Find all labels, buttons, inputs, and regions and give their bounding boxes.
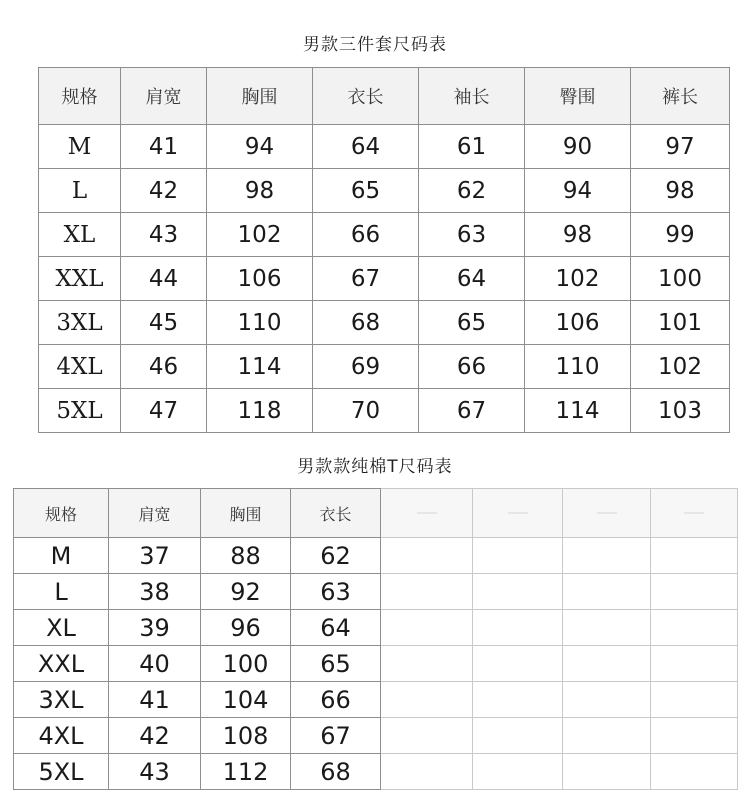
empty-cell bbox=[381, 754, 473, 790]
empty-cell bbox=[381, 574, 473, 610]
column-header: 肩宽 bbox=[109, 489, 201, 538]
faint-mark bbox=[508, 512, 528, 514]
faint-mark bbox=[597, 512, 617, 514]
size-label: 5XL bbox=[14, 754, 109, 790]
measurement-cell: 65 bbox=[313, 169, 419, 213]
empty-cell bbox=[473, 754, 563, 790]
empty-cell bbox=[381, 646, 473, 682]
column-header: 胸围 bbox=[201, 489, 291, 538]
empty-cell bbox=[651, 574, 738, 610]
empty-cell bbox=[563, 574, 651, 610]
measurement-cell: 106 bbox=[525, 301, 631, 345]
measurement-cell: 65 bbox=[291, 646, 381, 682]
measurement-cell: 112 bbox=[201, 754, 291, 790]
measurement-cell: 66 bbox=[313, 213, 419, 257]
measurement-cell: 64 bbox=[313, 125, 419, 169]
table-row bbox=[39, 125, 730, 169]
size-label: XXL bbox=[39, 257, 121, 301]
measurement-cell: 101 bbox=[631, 301, 730, 345]
empty-cell bbox=[381, 682, 473, 718]
measurement-cell: 104 bbox=[201, 682, 291, 718]
size-label: XL bbox=[14, 610, 109, 646]
column-header: 肩宽 bbox=[121, 68, 207, 125]
measurement-cell: 110 bbox=[207, 301, 313, 345]
measurement-cell: 39 bbox=[109, 610, 201, 646]
measurement-cell: 63 bbox=[291, 574, 381, 610]
measurement-cell: 42 bbox=[109, 718, 201, 754]
measurement-cell: 118 bbox=[207, 389, 313, 433]
measurement-cell: 103 bbox=[631, 389, 730, 433]
measurement-cell: 98 bbox=[207, 169, 313, 213]
measurement-cell: 42 bbox=[121, 169, 207, 213]
empty-cell bbox=[473, 646, 563, 682]
empty-cell bbox=[651, 538, 738, 574]
size-label: 4XL bbox=[39, 345, 121, 389]
column-header: 袖长 bbox=[419, 68, 525, 125]
tshirt-size-table bbox=[13, 488, 738, 790]
size-label: 3XL bbox=[14, 682, 109, 718]
empty-cell bbox=[473, 682, 563, 718]
empty-cell bbox=[381, 538, 473, 574]
measurement-cell: 94 bbox=[207, 125, 313, 169]
empty-cell bbox=[563, 610, 651, 646]
table-row bbox=[39, 213, 730, 257]
measurement-cell: 62 bbox=[291, 538, 381, 574]
empty-cell bbox=[473, 574, 563, 610]
measurement-cell: 108 bbox=[201, 718, 291, 754]
measurement-cell: 98 bbox=[631, 169, 730, 213]
empty-cell bbox=[473, 718, 563, 754]
size-label: 5XL bbox=[39, 389, 121, 433]
measurement-cell: 43 bbox=[121, 213, 207, 257]
table-row bbox=[39, 345, 730, 389]
measurement-cell: 68 bbox=[291, 754, 381, 790]
measurement-cell: 100 bbox=[201, 646, 291, 682]
measurement-cell: 38 bbox=[109, 574, 201, 610]
column-header: 胸围 bbox=[207, 68, 313, 125]
header-row bbox=[39, 68, 730, 125]
measurement-cell: 66 bbox=[419, 345, 525, 389]
measurement-cell: 99 bbox=[631, 213, 730, 257]
column-header: 裤长 bbox=[631, 68, 730, 125]
table-row bbox=[39, 389, 730, 433]
measurement-cell: 64 bbox=[419, 257, 525, 301]
size-label: 4XL bbox=[14, 718, 109, 754]
measurement-cell: 102 bbox=[525, 257, 631, 301]
measurement-cell: 65 bbox=[419, 301, 525, 345]
empty-cell bbox=[651, 646, 738, 682]
measurement-cell: 67 bbox=[419, 389, 525, 433]
empty-cell bbox=[651, 610, 738, 646]
measurement-cell: 102 bbox=[207, 213, 313, 257]
suit-size-table bbox=[38, 67, 730, 433]
empty-cell bbox=[563, 718, 651, 754]
measurement-cell: 63 bbox=[419, 213, 525, 257]
empty-header-cell bbox=[473, 489, 563, 538]
table-row bbox=[14, 682, 738, 718]
table-row bbox=[14, 718, 738, 754]
column-header: 规格 bbox=[39, 68, 121, 125]
column-header: 臀围 bbox=[525, 68, 631, 125]
empty-header-cell bbox=[651, 489, 738, 538]
empty-cell bbox=[563, 646, 651, 682]
table-row bbox=[39, 257, 730, 301]
measurement-cell: 102 bbox=[631, 345, 730, 389]
empty-cell bbox=[651, 718, 738, 754]
size-label: L bbox=[39, 169, 121, 213]
measurement-cell: 100 bbox=[631, 257, 730, 301]
empty-cell bbox=[651, 682, 738, 718]
empty-cell bbox=[563, 754, 651, 790]
size-label: L bbox=[14, 574, 109, 610]
table-row bbox=[14, 646, 738, 682]
header-row bbox=[14, 489, 738, 538]
empty-cell bbox=[651, 754, 738, 790]
measurement-cell: 43 bbox=[109, 754, 201, 790]
column-header: 规格 bbox=[14, 489, 109, 538]
measurement-cell: 110 bbox=[525, 345, 631, 389]
faint-mark bbox=[684, 512, 704, 514]
measurement-cell: 66 bbox=[291, 682, 381, 718]
measurement-cell: 106 bbox=[207, 257, 313, 301]
empty-cell bbox=[381, 718, 473, 754]
measurement-cell: 37 bbox=[109, 538, 201, 574]
size-label: M bbox=[14, 538, 109, 574]
column-header: 衣长 bbox=[313, 68, 419, 125]
measurement-cell: 96 bbox=[201, 610, 291, 646]
empty-header-cell bbox=[563, 489, 651, 538]
measurement-cell: 92 bbox=[201, 574, 291, 610]
measurement-cell: 61 bbox=[419, 125, 525, 169]
faint-mark bbox=[417, 512, 437, 514]
measurement-cell: 94 bbox=[525, 169, 631, 213]
measurement-cell: 114 bbox=[207, 345, 313, 389]
table-row bbox=[14, 610, 738, 646]
column-header: 衣长 bbox=[291, 489, 381, 538]
measurement-cell: 41 bbox=[121, 125, 207, 169]
table-row bbox=[14, 538, 738, 574]
measurement-cell: 46 bbox=[121, 345, 207, 389]
table-row bbox=[39, 301, 730, 345]
measurement-cell: 70 bbox=[313, 389, 419, 433]
empty-cell bbox=[473, 610, 563, 646]
measurement-cell: 114 bbox=[525, 389, 631, 433]
measurement-cell: 41 bbox=[109, 682, 201, 718]
measurement-cell: 98 bbox=[525, 213, 631, 257]
measurement-cell: 68 bbox=[313, 301, 419, 345]
table1-title: 男款三件套尺码表 bbox=[303, 35, 447, 55]
measurement-cell: 45 bbox=[121, 301, 207, 345]
measurement-cell: 97 bbox=[631, 125, 730, 169]
table-row bbox=[39, 169, 730, 213]
measurement-cell: 69 bbox=[313, 345, 419, 389]
size-label: 3XL bbox=[39, 301, 121, 345]
measurement-cell: 67 bbox=[313, 257, 419, 301]
measurement-cell: 44 bbox=[121, 257, 207, 301]
empty-header-cell bbox=[381, 489, 473, 538]
size-label: XXL bbox=[14, 646, 109, 682]
size-label: M bbox=[39, 125, 121, 169]
table-row bbox=[14, 574, 738, 610]
measurement-cell: 62 bbox=[419, 169, 525, 213]
table2-title: 男款款纯棉T尺码表 bbox=[297, 457, 453, 477]
size-label: XL bbox=[39, 213, 121, 257]
measurement-cell: 47 bbox=[121, 389, 207, 433]
measurement-cell: 40 bbox=[109, 646, 201, 682]
table-row bbox=[14, 754, 738, 790]
empty-cell bbox=[563, 682, 651, 718]
measurement-cell: 64 bbox=[291, 610, 381, 646]
empty-cell bbox=[563, 538, 651, 574]
empty-cell bbox=[473, 538, 563, 574]
measurement-cell: 67 bbox=[291, 718, 381, 754]
measurement-cell: 88 bbox=[201, 538, 291, 574]
measurement-cell: 90 bbox=[525, 125, 631, 169]
empty-cell bbox=[381, 610, 473, 646]
